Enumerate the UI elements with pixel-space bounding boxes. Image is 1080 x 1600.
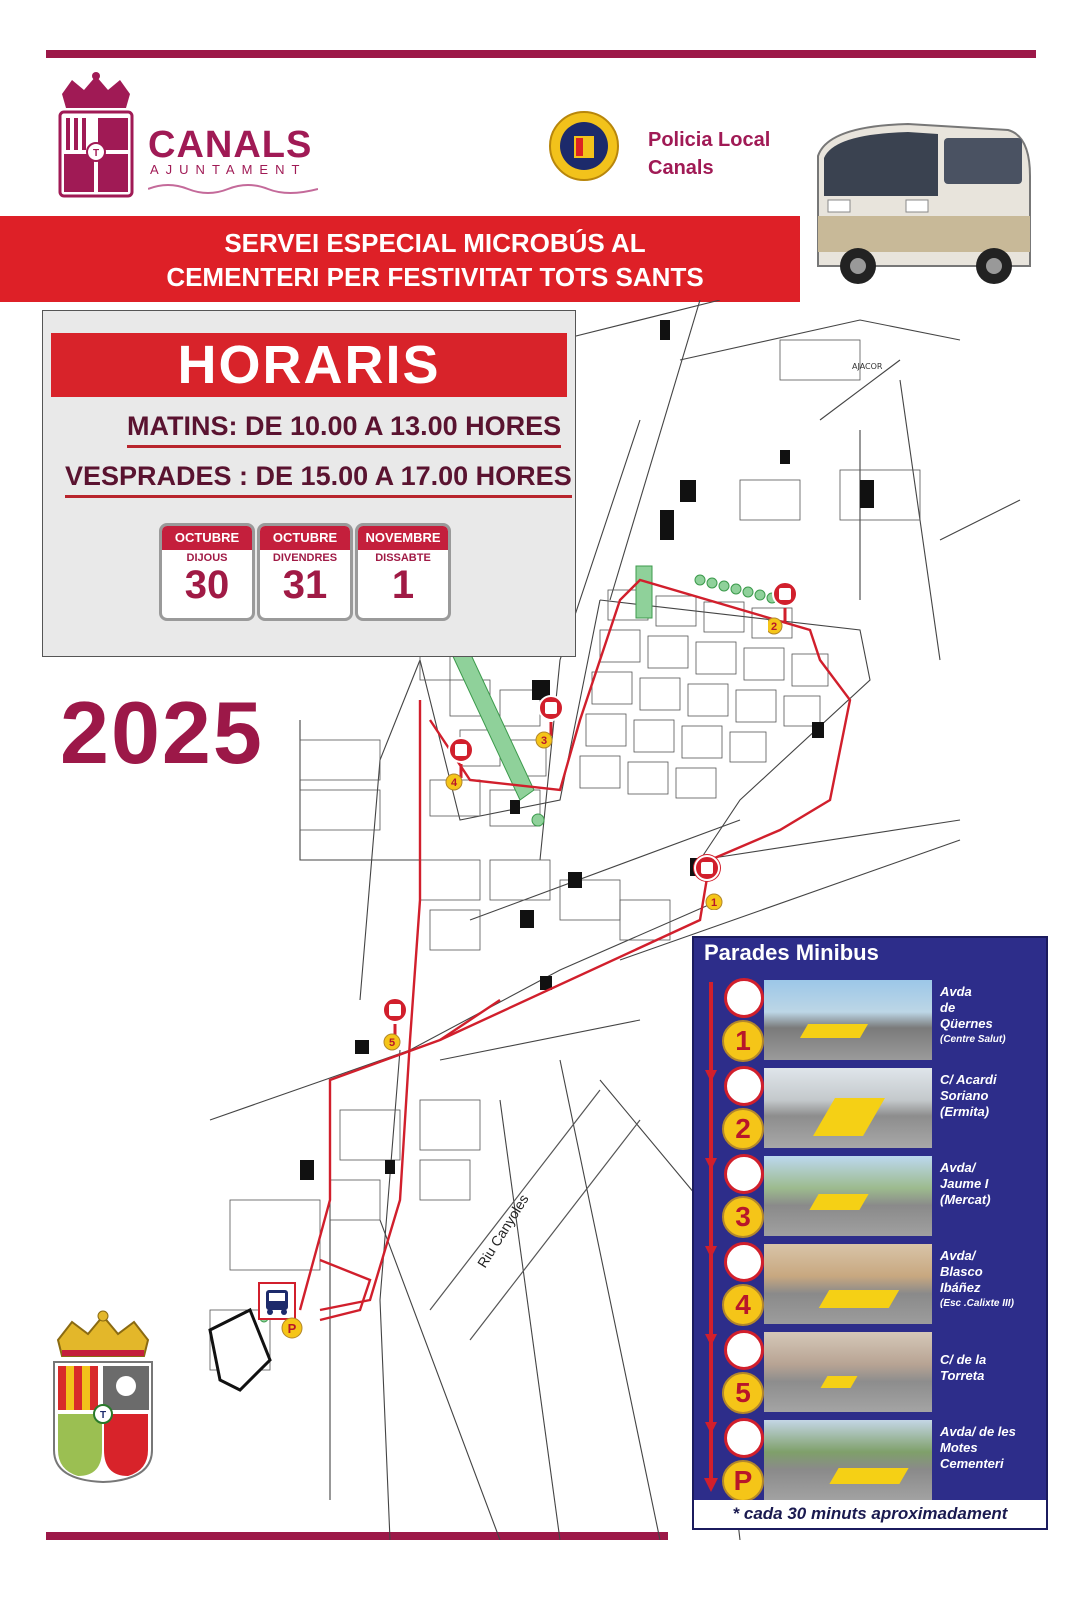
- stop-number-2: 2: [722, 1108, 764, 1150]
- stop-number-3: 3: [722, 1196, 764, 1238]
- calendar-day-number: 30: [184, 563, 230, 607]
- bus-stop-icon: [724, 1242, 764, 1282]
- coat-of-arms-logo: [48, 1310, 158, 1485]
- calendar-month: NOVEMBRE: [358, 526, 448, 550]
- stop-row-5: [764, 1330, 1036, 1412]
- stop-photo-5: [764, 1332, 932, 1412]
- map-stop-marker-4: [444, 734, 478, 796]
- calendar-month: OCTUBRE: [260, 526, 350, 550]
- stop-line: Jaume I: [940, 1176, 989, 1191]
- map-stop-marker-5: [378, 994, 412, 1056]
- calendar-weekday: DIJOUS: [186, 552, 228, 564]
- police-title: [648, 126, 770, 182]
- calendar-day-number: 1: [391, 563, 415, 607]
- calendar-month: OCTUBRE: [162, 526, 252, 550]
- river-label: Riu Canyoles: [474, 1191, 532, 1271]
- stop-line: Motes: [940, 1440, 978, 1455]
- stop-line: Blasco: [940, 1264, 983, 1279]
- year-label: 2025: [60, 683, 264, 782]
- banner-line-2: CEMENTERI PER FESTIVITAT TOTS SANTS: [166, 262, 704, 292]
- frequency-note: * cada 30 minuts aproximadament: [694, 1500, 1046, 1528]
- stop-line: C/ Acardi: [940, 1072, 997, 1087]
- stop-photo-1: [764, 980, 932, 1060]
- calendar-day-2: [257, 523, 353, 621]
- service-banner: [0, 216, 800, 302]
- top-rule: [46, 50, 1036, 58]
- stop-line: Ibáñez: [940, 1280, 981, 1295]
- schedule-afternoon: VESPRADES : DE 15.00 A 17.00 HORES: [65, 461, 572, 491]
- stop-photo-2: [764, 1068, 932, 1148]
- map-river: [430, 1090, 640, 1340]
- stop-line: C/ de la: [940, 1352, 987, 1367]
- stop-row-4: [764, 1242, 1036, 1324]
- svg-text:T: T: [99, 1410, 107, 1421]
- stop-line: Avda/ de les: [940, 1424, 1016, 1439]
- stop-text-1: [940, 984, 1036, 1048]
- calendar-day-number: 31: [282, 563, 328, 607]
- bus-stop-icon: [724, 978, 764, 1018]
- stop-sub: (Esc .Calixte III): [940, 1298, 1014, 1309]
- stop-row-3: [764, 1154, 1036, 1236]
- stop-line: Soriano: [940, 1088, 989, 1103]
- stop-row-p: [764, 1418, 1036, 1500]
- stop-line: Avda/: [940, 1248, 976, 1263]
- stop-photo-3: [764, 1156, 932, 1236]
- minibus-image: [798, 116, 1038, 296]
- stop-line: Avda/: [940, 1160, 976, 1175]
- route-arrow-line: [704, 982, 718, 1492]
- svg-text:P: P: [287, 1321, 297, 1336]
- stop-row-2: [764, 1066, 1036, 1148]
- stop-line: (Mercat): [940, 1192, 991, 1207]
- schedule-box: [42, 310, 576, 657]
- svg-text:3: 3: [540, 735, 548, 747]
- map-stop-marker-p: [258, 1282, 308, 1346]
- stop-number-5: 5: [722, 1372, 764, 1414]
- stop-text-3: [940, 1160, 1036, 1208]
- svg-text:4: 4: [450, 777, 458, 789]
- calendar-day-3: [355, 523, 451, 621]
- stop-number-p: P: [722, 1460, 764, 1502]
- map-stop-marker-3: [534, 692, 568, 754]
- svg-text:T: T: [92, 148, 100, 159]
- calendar-day-1: [159, 523, 255, 621]
- stop-text-2: [940, 1072, 1036, 1120]
- map-stop-marker-1: [690, 852, 724, 914]
- canals-crest-logo: [54, 72, 138, 200]
- svg-text:5: 5: [388, 1037, 396, 1049]
- svg-text:2: 2: [770, 621, 778, 633]
- banner-line-1: SERVEI ESPECIAL MICROBÚS AL: [224, 228, 646, 258]
- stop-text-5: [940, 1352, 1036, 1384]
- schedule-title: HORARIS: [51, 333, 567, 397]
- stop-photo-4: [764, 1244, 932, 1324]
- stop-row-1: [764, 978, 1036, 1060]
- svg-text:1: 1: [710, 897, 718, 909]
- stop-number-1: 1: [722, 1020, 764, 1062]
- stop-number-4: 4: [722, 1284, 764, 1326]
- police-line-2: Canals: [648, 157, 714, 179]
- stop-line: Avda: [940, 984, 972, 999]
- stop-text-4: [940, 1248, 1036, 1312]
- stops-panel: [692, 936, 1048, 1530]
- bus-stop-icon: [724, 1330, 764, 1370]
- stop-line: de: [940, 1000, 956, 1015]
- bus-stop-icon: [724, 1418, 764, 1458]
- bus-stop-icon: [724, 1066, 764, 1106]
- brand-name: CANALS: [148, 124, 313, 166]
- brand-wave: [148, 180, 318, 199]
- stop-line: Torreta: [940, 1368, 985, 1383]
- stop-line: (Ermita): [940, 1104, 990, 1119]
- schedule-morning: MATINS: DE 10.00 A 13.00 HORES: [127, 411, 562, 441]
- police-badge-logo: [548, 110, 620, 182]
- police-line-1: Policia Local: [648, 129, 771, 151]
- stop-text-p: [940, 1424, 1036, 1472]
- brand-subtitle: AJUNTAMENT: [150, 162, 307, 177]
- calendar-weekday: DISSABTE: [375, 552, 431, 564]
- calendar-weekday: DIVENDRES: [272, 552, 338, 564]
- stop-sub: (Centre Salut): [940, 1034, 1006, 1045]
- place-ajacor: AJACOR: [852, 362, 883, 371]
- stop-line: Qüernes: [940, 1016, 993, 1031]
- stops-panel-title: Parades Minibus: [704, 940, 879, 965]
- stop-line: Cementeri: [940, 1456, 1004, 1471]
- stop-photo-p: [764, 1420, 932, 1500]
- map-stop-marker-2: [768, 578, 802, 640]
- bus-stop-icon: [724, 1154, 764, 1194]
